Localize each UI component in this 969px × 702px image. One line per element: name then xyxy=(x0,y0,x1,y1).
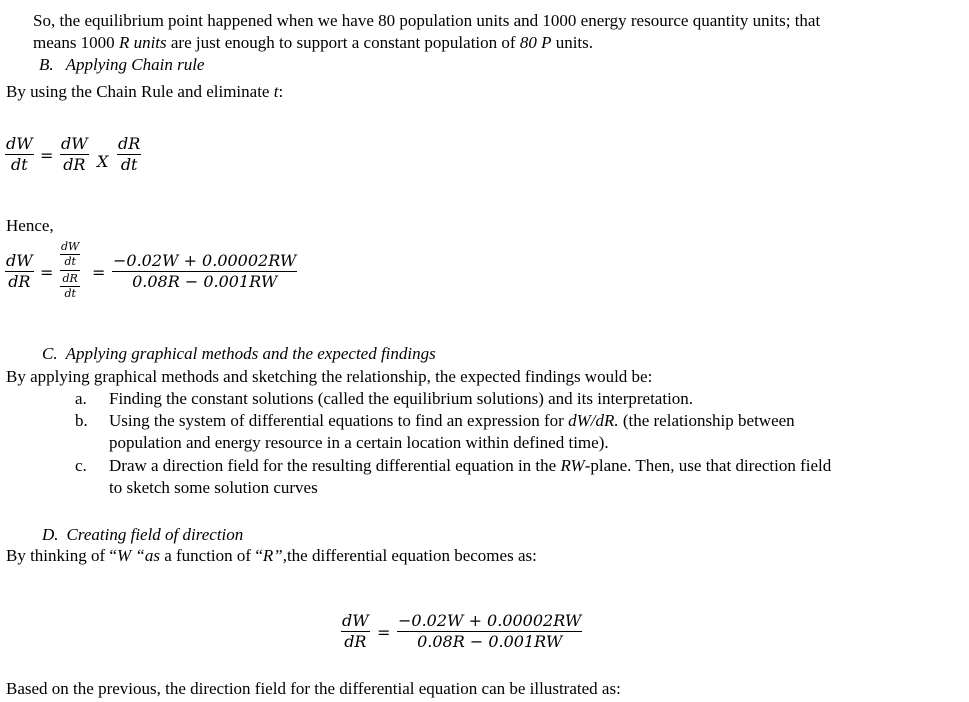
eq1-equals: = xyxy=(40,146,54,165)
section-d-lead: By thinking of “W “as a function of “R”,the differential equation becomes as: xyxy=(6,546,537,565)
section-b-heading: B. Applying Chain rule xyxy=(39,55,205,74)
list-item-a: Finding the constant solutions (called the equilibrium solutions) and its interpretation. xyxy=(109,389,694,408)
eq1-frac-dw-dt: dW dt xyxy=(6,134,33,174)
section-c-lead: By applying graphical methods and sketching the relationship, the expected findings would be: xyxy=(6,367,653,386)
eq3-main-fraction: −0.02W + 0.00002RW 0.08R − 0.001RW xyxy=(398,611,582,651)
list-item-c-line-2: to sketch some solution curves xyxy=(109,478,318,497)
section-b-lead: By using the Chain Rule and eliminate t: xyxy=(6,82,284,101)
intro-line-2: means 1000 R units are just enough to support a constant population of 80 P units. xyxy=(33,33,594,52)
eq2-compound-fraction: dW dt dR dt xyxy=(61,240,80,300)
eq2-equals-2: = xyxy=(92,263,106,282)
eq3-equals: = xyxy=(377,623,391,642)
list-marker-c: c. xyxy=(75,456,87,475)
list-item-b-line-2: population and energy resource in a certain location within defined time). xyxy=(109,433,609,452)
intro-line-1: So, the equilibrium point happened when we have 80 population units and 1000 energy resource quantity units; that xyxy=(33,11,821,30)
closing-line: Based on the previous, the direction field for the differential equation can be illustrated as: xyxy=(6,679,621,698)
hence-label: Hence, xyxy=(6,216,54,235)
eq3-frac-dw-dr: dW dR xyxy=(342,611,369,651)
eq2-equals-1: = xyxy=(40,263,54,282)
eq1-frac-dr-dt: dR dt xyxy=(118,134,141,174)
eq2-main-fraction: −0.02W + 0.00002RW 0.08R − 0.001RW xyxy=(113,251,297,291)
list-marker-b: b. xyxy=(75,411,88,430)
eq1-times: X xyxy=(97,152,109,171)
eq2-frac-dw-dr: dW dR xyxy=(6,251,33,291)
list-marker-a: a. xyxy=(75,389,87,408)
list-item-b-line-1: Using the system of differential equations to find an expression for dW/dR. (the relationship between xyxy=(109,411,795,430)
section-d-heading: D. Creating field of direction xyxy=(42,525,244,544)
eq1-frac-dw-dr: dW dR xyxy=(61,134,88,174)
list-item-c-line-1: Draw a direction field for the resulting differential equation in the RW-plane. Then, use that direction field xyxy=(109,456,832,475)
section-c-heading: C. Applying graphical methods and the expected findings xyxy=(42,344,436,363)
